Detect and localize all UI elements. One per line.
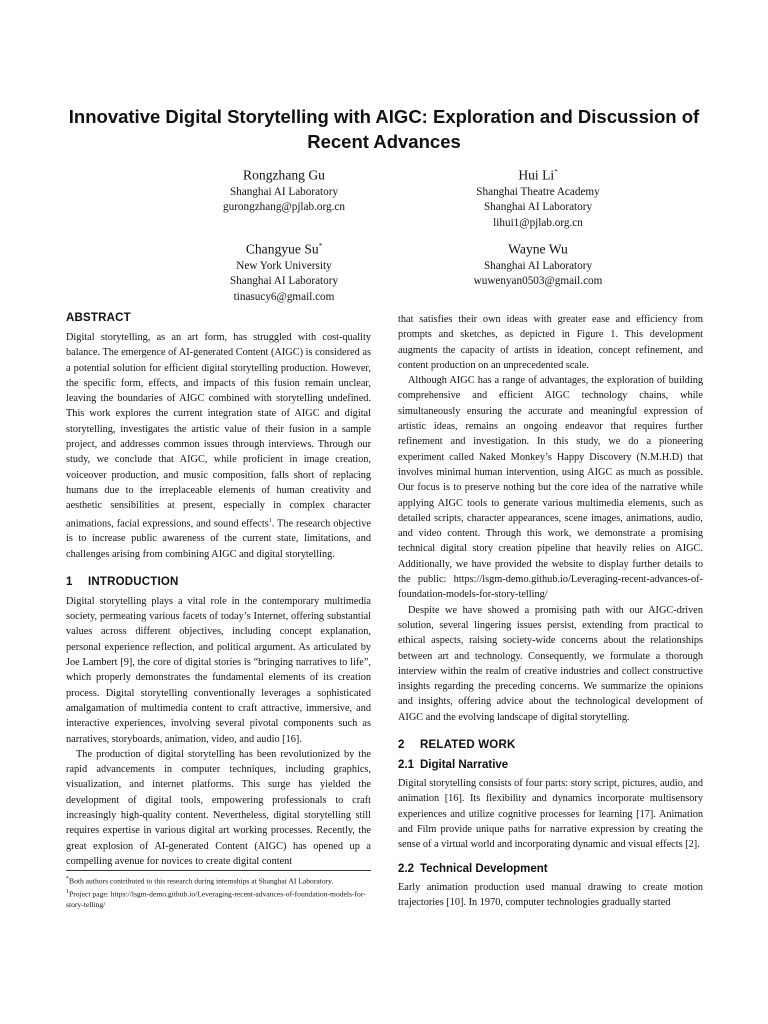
footnote: $^1$Project page: https://lsgm-demo.github.io/Leveraging-recent-advances-of-foundation-models-for-story-telling/ — [66, 889, 366, 910]
body-paragraph: Early animation production used manual drawing to create motion trajectories [10]. In 1970, computer technologies gradually started — [398, 881, 703, 908]
author-affiliation: Shanghai AI Laboratory — [229, 185, 339, 198]
author-email: lihui1@pjlab.org.cn — [493, 216, 583, 229]
author-block-2 — [398, 164, 678, 231]
author-name: Rongzhang Gu — [243, 167, 325, 183]
author-affiliation: New York University — [236, 259, 332, 272]
footnote-marker: 1 — [268, 517, 272, 524]
subsection-heading-technical-development: 2.2 Technical Development — [398, 862, 548, 875]
footnote: *Both authors contributed to this research during internships at Shanghai AI Laboratory. — [66, 876, 334, 886]
author-name: Hui Li* — [518, 167, 558, 183]
subsection-heading-digital-narrative: 2.1 Digital Narrative — [398, 759, 509, 772]
section-heading-introduction: 1 INTRODUCTION — [66, 575, 179, 588]
author-block-1 — [144, 164, 424, 216]
footnotes — [66, 870, 371, 911]
author-affiliation: Shanghai AI Laboratory — [483, 201, 593, 214]
author-affiliation: Shanghai Theatre Academy — [476, 185, 600, 198]
author-name: Wayne Wu — [508, 241, 568, 257]
author-block-4 — [398, 238, 678, 290]
intro-paragraph: Digital storytelling plays a vital role in the contemporary multimedia society, permeating various facets of today’s Internet, offering substantial values across different objectives, including concept explanation, personal experience reflection, and political argument. As articulated by Joe Lambert [9], the core of digital stories is “bringing narratives to life”, which properly demonstrates the fundamental elements of its creation process. Digital storytelling conventionally leverages a sophisticated amalgamation of multimedia content to craft attractive, immersive, and interactive experiences, involving several pivotal components such as narratives, storyboards, animation, video, and audio [16]. — [66, 595, 371, 745]
body-paragraph: that satisfies their own ideas with greater ease and efficiency from prompts and sketches, as depicted in Figure 1. This development augments the capacity of artists in ideation, concept refinement, and content production on an unprecedented scale. — [398, 314, 703, 371]
author-email: tinasucy6@gmail.com — [233, 290, 335, 303]
body-paragraph: Digital storytelling consists of four parts: story script, pictures, audio, and animation [16]. Its flexibility and dynamics incorporate multisensory experiences and utilize cognitive processes for learning [17]. Animation and Film provide unique paths for narrative expression by creating the sense of a virtual world and incorporating dynamic and visual effects [2]. — [398, 778, 703, 851]
paper-title: Innovative Digital Storytelling with AIGC: Exploration and Discussion of Recent Advances — [68, 106, 700, 152]
section-heading-related-work: 2 RELATED WORK — [398, 739, 516, 752]
author-block-3 — [144, 238, 424, 305]
body-paragraph: Although AIGC has a range of advantages, the exploration of building comprehensive and efficient AIGC technology chains, while simultaneously ensuring the accurate and meaningful expression of artistic ideas, remains an ongoing endeavor that requires further refinement and investigation. In this study, we do a pioneering experiment called Naked Monkey’s Happy Discovery (N.M.H.D) that involves minimal human intervention, using AIGC as much as possible. Our focus is to preserve nothing but the core idea of the narrative while applying AIGC tools to generate various multimedia elements, such as detailed scripts, character appearances, scene images, animations, audio, and video content. Through this work, we demonstrate a promising technical digital story creation pipeline that heavily relies on AIGC. Additionally, we have provided the website to display further details to the public: https://lsgm-demo.github.io/Leveraging-recent-advances-of-foundation-models-for-story-telling/ — [398, 375, 703, 601]
author-email: gurongzhang@pjlab.org.cn — [223, 201, 345, 214]
author-affiliation: Shanghai AI Laboratory — [483, 259, 593, 272]
intro-paragraph: The production of digital storytelling has been revolutionized by the rapid advancements in computer techniques, including graphics, visualization, and internet platforms. This surge has yielded the development of digital tools, empowering professionals to craft increasingly high-quality content. Nevertheless, digital storytelling still requires expertise in various digital art working processes. Recently, the great explosion of AI-generated Content (AIGC) has opened up a compelling avenue for novices to create digital content — [66, 748, 371, 867]
author-name: Changyue Su* — [245, 241, 323, 257]
right-column — [398, 312, 703, 910]
abstract-text: Digital storytelling, as an art form, has struggled with cost-quality balance. The emergence of AI-generated Content (AIGC) is considered as a potential solution for efficient digital storytelling production. However, the specific form, effects, and impacts of this fusion remain unclear, leaving the boundaries of AIGC combined with storytelling undefined. This work explores the current integration state of AIGC and digital storytelling, investigates the artistic value of their fusion in a sample project, and addresses common issues through interviews. Through our study, we conclude that AIGC, while proficient in image creation, voiceover production, and music composition, falls short of replacing humans due to the irreplaceable elements of human creativity and aesthetic sensibilities at present, especially in complex character animations, facial expressions, and sound effects$^1$. The research objective is to increase public awareness of the current state, limitations, and challenges arising from combining AIGC and digital storytelling. — [66, 332, 371, 560]
left-column — [66, 310, 371, 869]
abstract-heading: ABSTRACT — [66, 312, 131, 324]
body-paragraph: Despite we have showed a promising path with our AIGC-driven solution, several lingering issues persist, extending from practical to ethical aspects, raising society-wide concerns about the relationships between art and technology. Consequently, we formulate a thorough interview within the realm of creative industries and collect constructive insights regarding the preceding concerns. We summarize the opinions and insights, offering advice about the technological development of AIGC and the evolving landscape of digital storytelling. — [398, 604, 703, 723]
author-email: wuwenyan0503@gmail.com — [473, 275, 603, 288]
author-affiliation: Shanghai AI Laboratory — [229, 275, 339, 288]
